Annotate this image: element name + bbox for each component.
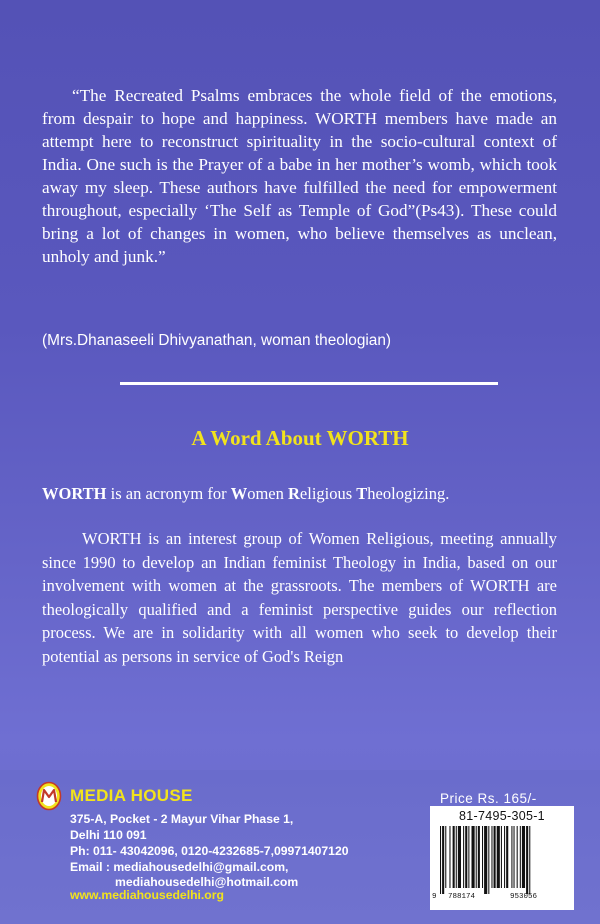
publisher-phone: Ph: 011- 43042096, 0120-4232685-7,09971407120 <box>70 844 349 858</box>
isbn-barcode <box>430 806 574 910</box>
acronym-letter-r: R <box>287 484 300 503</box>
acronym-letter-w: W <box>230 484 248 503</box>
publisher-address-line1: 375-A, Pocket - 2 Mayur Vihar Phase 1, <box>70 812 294 826</box>
barcode-bar <box>517 826 518 888</box>
quote-text: “The Recreated Psalms embraces the whole field of the emotions, from despair to hope and happiness. WORTH members have made an attempt here to reconstruct spirituality in the socio-cultural context of India. One such is the Prayer of a babe in her mother’s womb, which took away my sleep. These authors have fulfilled the need for empowerment throughout, especially ‘The Self as Temple of God”(Ps43). These could bring a lot of changes in women, who believe themselves as unclean, unholy and junk.” <box>42 86 557 266</box>
barcode-bar <box>449 826 450 888</box>
isbn-number: 81-7495-305-1 <box>459 809 545 823</box>
acronym-line <box>42 483 572 505</box>
barcode-bar <box>504 826 505 888</box>
barcode-bar <box>445 826 446 888</box>
barcode-bar <box>456 826 457 888</box>
barcode-bar <box>482 826 483 888</box>
publisher-name: MEDIA HOUSE <box>70 786 193 805</box>
publisher-address-line2: Delhi 110 091 <box>70 828 147 842</box>
barcode-bar <box>529 826 530 894</box>
barcode-bar <box>497 826 500 888</box>
barcode-bar <box>478 826 480 888</box>
barcode-bar <box>458 826 461 888</box>
barcode-bar <box>484 826 487 894</box>
barcode-bar <box>488 826 489 894</box>
section-heading: A Word About WORTH <box>191 426 409 450</box>
barcode-bar <box>501 826 502 888</box>
divider <box>120 382 498 385</box>
barcode-bar <box>468 826 469 888</box>
barcode-bar <box>472 826 475 888</box>
barcode-digit-prefix: 9 <box>432 893 437 901</box>
endorsement-quote <box>42 84 557 268</box>
acronym-word-women: omen <box>247 484 288 503</box>
publisher-email-2: mediahousedelhi@hotmail.com <box>115 875 299 889</box>
about-worth-paragraph <box>42 527 557 668</box>
acronym-worth: WORTH <box>42 484 107 503</box>
barcode-bar <box>506 826 508 888</box>
acronym-text: is an acronym for <box>106 484 231 503</box>
barcode-bar <box>491 826 492 888</box>
barcode-digits-left: 788174 <box>448 893 476 901</box>
barcode-bar <box>520 826 521 888</box>
barcode-bars <box>440 826 566 894</box>
barcode-bar <box>476 826 477 888</box>
price-label: Price Rs. 165/- <box>440 791 537 806</box>
barcode-bar <box>442 826 444 894</box>
media-house-logo-icon <box>36 781 62 811</box>
barcode-bar <box>494 826 496 888</box>
barcode-bar <box>514 826 515 888</box>
about-worth-text: WORTH is an interest group of Women Religious, meeting annually since 1990 to develop an Indian feminist Theology in India, based on our involvement with women at the grassroots. The members of WORTH are theologically qualified and a feminist perspective guides our reflection process. We are in solidarity with all women who seek to develop their potential as persons in service of God's Reign <box>42 529 557 666</box>
barcode-bar <box>453 826 455 888</box>
barcode-bar <box>463 826 464 888</box>
acronym-word-religious: eligious <box>299 484 357 503</box>
quote-attribution: (Mrs.Dhanaseeli Dhivyanathan, woman theologian) <box>42 332 392 349</box>
publisher-website: www.mediahousedelhi.org <box>70 888 224 902</box>
acronym-letter-t: T <box>356 484 368 503</box>
acronym-word-theologizing: heologizing. <box>367 484 450 503</box>
barcode-bar <box>522 826 525 888</box>
barcode-bar <box>465 826 467 888</box>
barcode-bar <box>526 826 528 894</box>
barcode-bar <box>440 826 441 894</box>
barcode-bar <box>511 826 512 888</box>
publisher-email-1: Email : mediahousedelhi@gmail.com, <box>70 860 289 874</box>
barcode-digits-right: 953056 <box>510 893 538 901</box>
